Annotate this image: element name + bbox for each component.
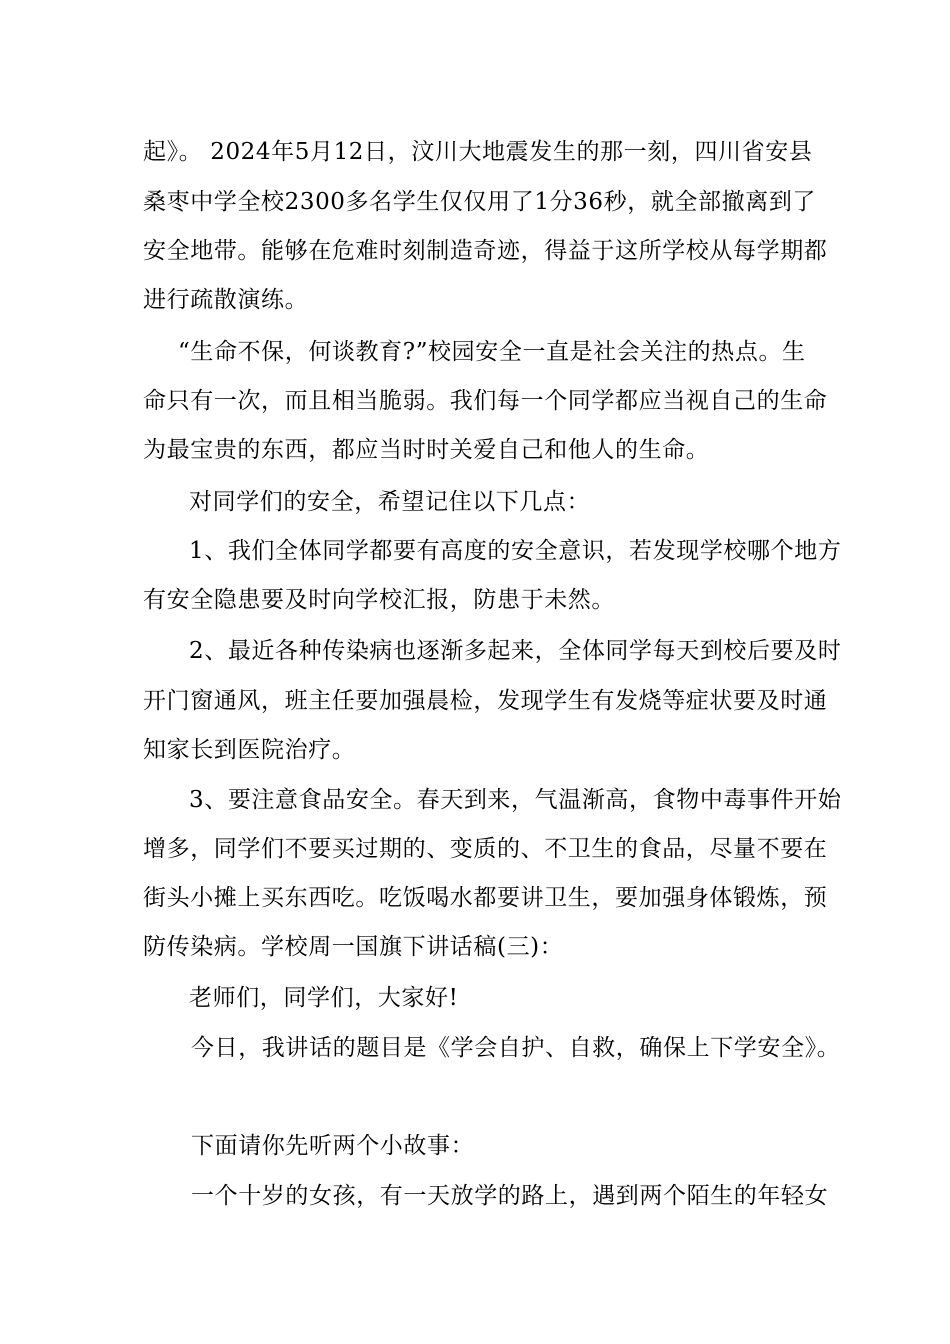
text-line: 开门窗通风，班主任要加强晨检，发现学生有发烧等症状要及时通 — [143, 688, 828, 714]
text-line: 有安全隐患要及时向学校汇报，防患于未然。 — [143, 587, 615, 613]
text-line: 2、最近各种传染病也逐渐多起来，全体同学每天到校后要及时 — [189, 638, 842, 664]
text-line: 街头小摊上买东西吃。吃饭喝水都要讲卫生，要加强身体锻炼，预 — [143, 885, 828, 911]
text-line: 命只有一次，而且相当脆弱。我们每一个同学都应当视自己的生命 — [143, 388, 828, 414]
text-line: 今日，我讲话的题目是《学会自护、自救，确保上下学安全》。 — [191, 1035, 841, 1061]
text-line: 防传染病。学校周一国旗下讲话稿(三)： — [143, 934, 564, 960]
text-line: 对同学们的安全，希望记住以下几点： — [189, 489, 591, 515]
text-line: 进行疏散演练。 — [143, 287, 309, 313]
text-line: 一个十岁的女孩，有一天放学的路上，遇到两个陌生的年轻女 — [191, 1183, 829, 1209]
text-line: 安全地带。能够在危难时刻制造奇迹，得益于这所学校从每学期都 — [143, 238, 828, 264]
text-line: 知家长到医院治疗。 — [143, 737, 356, 763]
text-line: 1、我们全体同学都要有高度的安全意识，若发现学校哪个地方 — [189, 538, 842, 564]
text-line: 增多，同学们不要买过期的、变质的、不卫生的食品，尽量不要在 — [143, 836, 828, 862]
text-line: 3、要注意食品安全。春天到来，气温渐高，食物中毒事件开始 — [189, 787, 842, 813]
text-line: 桑枣中学全校2300多名学生仅仅用了1分36秒，就全部撤离到了 — [143, 189, 817, 215]
text-line: 下面请你先听两个小故事： — [191, 1133, 475, 1159]
text-line: 老师们，同学们，大家好! — [189, 985, 459, 1011]
text-line: 为最宝贵的东西，都应当时时关爱自己和他人的生命。 — [143, 437, 710, 463]
text-line: 起》。 2024年5月12日，汶川大地震发生的那一刻，四川省安县 — [143, 139, 813, 165]
text-line: “生命不保，何谈教育?”校园安全一直是社会关注的热点。生 — [178, 339, 806, 365]
